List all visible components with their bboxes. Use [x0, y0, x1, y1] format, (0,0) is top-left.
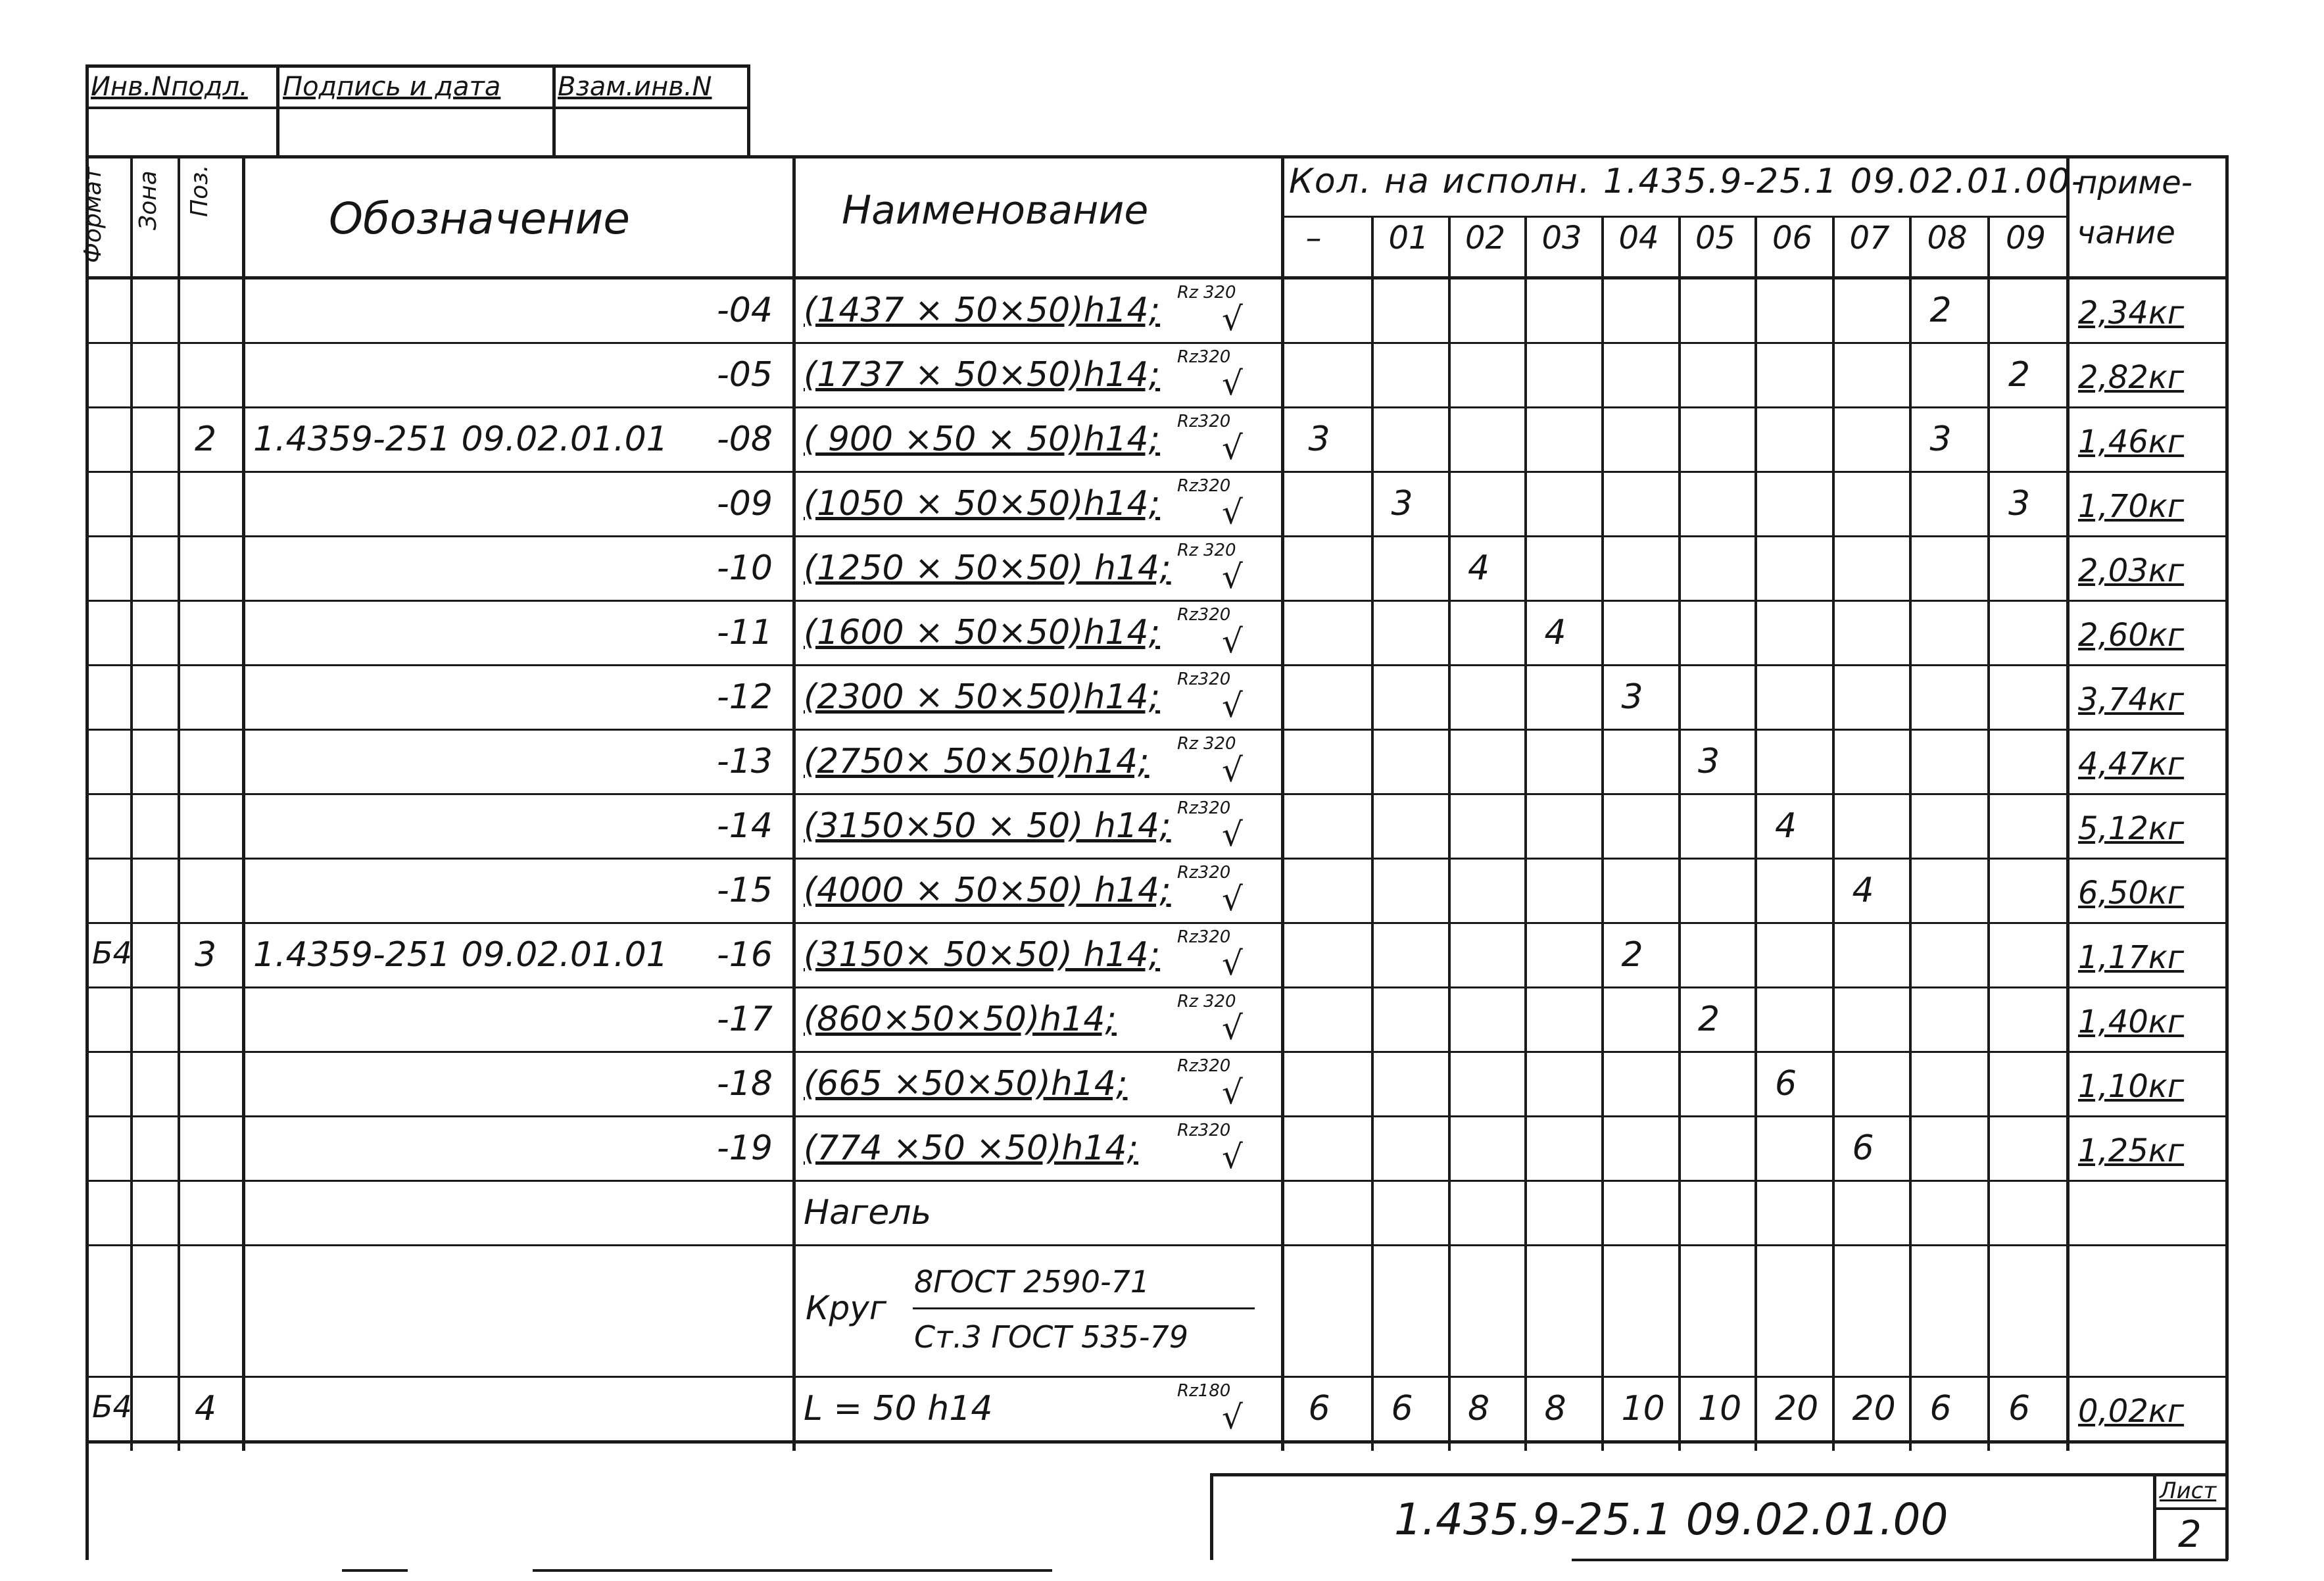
row-separator	[85, 1051, 2228, 1053]
roughness-label: Rz320	[1177, 412, 1231, 431]
qty-cell: 3	[2008, 484, 2031, 523]
row-name: (1437 × 50×50)h14;	[804, 291, 1161, 330]
qty-cell: 4	[1544, 613, 1566, 652]
row-suffix: -14	[717, 806, 773, 846]
row-note: 1,46кг	[2078, 424, 2185, 460]
row-suffix: -10	[717, 548, 773, 588]
qty-column-line	[1678, 217, 1681, 1451]
row-suffix: -11	[717, 613, 773, 652]
row-name: (1050 × 50×50)h14;	[804, 484, 1161, 523]
row-designation: 1.4359-251 09.02.01.01	[253, 935, 668, 975]
row-suffix: -16	[717, 935, 773, 975]
row-note: 1,70кг	[2078, 488, 2185, 525]
variant-header: 01	[1388, 220, 1429, 256]
qty-cell: 3	[1391, 484, 1413, 523]
row-separator	[85, 1376, 2228, 1378]
variant-header: 07	[1849, 220, 1890, 256]
header-designation: Обозначение	[329, 193, 630, 244]
row-fraction-top: 8ГОСТ 2590-71	[914, 1264, 1150, 1300]
row-name: (1600 × 50×50)h14;	[804, 613, 1161, 652]
stamp-replaced-label: Взам.инв.N	[558, 72, 712, 102]
qty-cell: 3	[1308, 420, 1330, 459]
variant-header: 08	[1927, 220, 1968, 256]
qty-column-line	[1448, 217, 1451, 1451]
row-suffix: -05	[717, 355, 773, 395]
roughness-label: Rz 320	[1177, 541, 1236, 560]
roughness-check-icon: √	[1222, 558, 1243, 596]
row-note: 6,50кг	[2078, 875, 2185, 912]
row-name: (3150×50 × 50) h14;	[804, 806, 1171, 846]
row-suffix: -04	[717, 291, 773, 330]
row-suffix: -17	[717, 1000, 773, 1039]
roughness-label: Rz 320	[1177, 283, 1236, 303]
row-suffix: -19	[717, 1129, 773, 1168]
roughness-check-icon: √	[1222, 300, 1243, 338]
qty-cell: 6	[1775, 1064, 1797, 1104]
roughness-label: Rz320	[1177, 1056, 1231, 1076]
roughness-label: Rz320	[1177, 863, 1231, 883]
qty-cell: 6	[1391, 1389, 1413, 1428]
qty-cell: 6	[1929, 1389, 1952, 1428]
row-note: 2,03кг	[2078, 552, 2185, 589]
roughness-check-icon: √	[1222, 1073, 1243, 1111]
row-separator	[85, 535, 2228, 537]
bottom-line-left	[342, 1569, 408, 1572]
roughness-label: Rz320	[1177, 476, 1231, 496]
row-note: 2,60кг	[2078, 617, 2185, 654]
row-note: 3,74кг	[2078, 681, 2185, 718]
qty-cell: 6	[2008, 1389, 2031, 1428]
qty-cell: 2	[2008, 355, 2031, 395]
row-separator	[85, 406, 2228, 408]
row-suffix: -13	[717, 742, 773, 781]
row-note: 1,25кг	[2078, 1132, 2185, 1169]
qty-cell: 3	[1698, 742, 1720, 781]
variant-header: 06	[1772, 220, 1813, 256]
row-note: 1,40кг	[2078, 1004, 2185, 1040]
roughness-check-icon: √	[1222, 944, 1243, 983]
stamp-inventory-label: Инв.Nподл.	[91, 72, 248, 102]
row-note: 5,12кг	[2078, 810, 2185, 847]
variant-header: 03	[1541, 220, 1582, 256]
qty-cell: 10	[1698, 1389, 1742, 1428]
roughness-label: Rz 320	[1177, 734, 1236, 754]
header-name: Наименование	[842, 187, 1149, 233]
row-separator	[85, 600, 2228, 602]
qty-cell: 2	[1621, 935, 1643, 975]
row-separator	[85, 793, 2228, 795]
row-separator	[85, 1180, 2228, 1182]
qty-cell: 20	[1775, 1389, 1819, 1428]
sheet-label: Лист	[2160, 1478, 2217, 1504]
qty-cell: 10	[1621, 1389, 1665, 1428]
qty-column-line	[1601, 217, 1604, 1451]
row-separator	[85, 1244, 2228, 1246]
roughness-label: Rz320	[1177, 347, 1231, 367]
qty-column-line	[1832, 217, 1835, 1451]
roughness-label: Rz320	[1177, 1121, 1231, 1140]
row-note: 1,10кг	[2078, 1068, 2185, 1105]
row-position: 3	[195, 935, 217, 975]
variant-header: 02	[1465, 220, 1506, 256]
row-separator	[85, 1115, 2228, 1117]
row-note: 2,82кг	[2078, 359, 2185, 396]
qty-cell: 8	[1544, 1389, 1566, 1428]
header-qty-title: Кол. на исполн. 1.435.9-25.1 09.02.01.00-	[1289, 162, 2085, 201]
roughness-check-icon: √	[1222, 1138, 1243, 1176]
row-suffix: -15	[717, 871, 773, 910]
row-format: Б4	[92, 935, 132, 971]
row-separator	[85, 858, 2228, 860]
row-name: (4000 × 50×50) h14;	[804, 871, 1171, 910]
row-fraction-bottom: Ст.3 ГОСТ 535-79	[914, 1319, 1189, 1355]
row-separator	[85, 664, 2228, 666]
roughness-check-icon: √	[1222, 364, 1243, 402]
row-note: 0,02кг	[2078, 1393, 2185, 1430]
row-name: (3150× 50×50) h14;	[804, 935, 1161, 975]
roughness-label: Rz320	[1177, 798, 1231, 818]
row-name: ( 900 ×50 × 50)h14;	[804, 420, 1161, 459]
qty-cell: 2	[1698, 1000, 1720, 1039]
row-name: (2750× 50×50)h14;	[804, 742, 1150, 781]
roughness-label: Rz 320	[1177, 992, 1236, 1011]
qty-column-line	[1755, 217, 1757, 1451]
row-name: (665 ×50×50)h14;	[804, 1064, 1128, 1104]
roughness-check-icon: √	[1222, 1009, 1243, 1047]
header-format: Формат	[80, 166, 107, 263]
qty-cell: 2	[1929, 291, 1952, 330]
qty-column-line	[1371, 217, 1374, 1451]
row-suffix: -18	[717, 1064, 773, 1104]
qty-cell: 3	[1621, 677, 1643, 717]
row-note: 2,34кг	[2078, 295, 2185, 331]
qty-cell: 20	[1852, 1389, 1896, 1428]
roughness-check-icon: √	[1222, 622, 1243, 660]
header-position: Поз.	[186, 164, 213, 217]
roughness-label: Rz320	[1177, 927, 1231, 947]
roughness-check-icon: √	[1222, 687, 1243, 725]
qty-column-line	[1987, 217, 1990, 1451]
variant-header: 09	[2006, 220, 2046, 256]
document-code: 1.435.9-25.1 09.02.01.00	[1394, 1494, 1949, 1545]
row-name: Круг	[806, 1289, 887, 1327]
row-name: (860×50×50)h14;	[804, 1000, 1117, 1039]
roughness-label: Rz180	[1177, 1381, 1231, 1401]
stamp-signature-label: Подпись и дата	[283, 72, 501, 102]
variant-header: 04	[1618, 220, 1659, 256]
variant-header: –	[1305, 220, 1322, 256]
row-separator	[85, 986, 2228, 988]
row-position: 2	[195, 420, 217, 459]
roughness-check-icon: √	[1222, 880, 1243, 918]
row-name: (2300 × 50×50)h14;	[804, 677, 1161, 717]
row-separator	[85, 471, 2228, 473]
qty-cell: 6	[1852, 1129, 1874, 1168]
row-format: Б4	[92, 1389, 132, 1424]
row-note: 1,17кг	[2078, 939, 2185, 976]
row-suffix: -12	[717, 677, 773, 717]
roughness-check-icon: √	[1222, 1398, 1243, 1436]
row-position: 4	[195, 1389, 217, 1428]
qty-cell: 4	[1468, 548, 1490, 588]
sheet-number: 2	[2178, 1513, 2202, 1556]
row-name: (1250 × 50×50) h14;	[804, 548, 1171, 588]
qty-cell: 8	[1468, 1389, 1490, 1428]
roughness-check-icon: √	[1222, 493, 1243, 531]
row-name: (774 ×50 ×50)h14;	[804, 1129, 1139, 1168]
row-name: Нагель	[804, 1193, 932, 1232]
header-zone: Зона	[135, 170, 162, 230]
qty-cell: 4	[1852, 871, 1874, 910]
row-separator	[85, 922, 2228, 924]
qty-cell: 4	[1775, 806, 1797, 846]
row-suffix: -08	[717, 420, 773, 459]
header-note-line2: чание	[2077, 214, 2175, 251]
roughness-check-icon: √	[1222, 815, 1243, 854]
qty-column-line	[1524, 217, 1527, 1451]
fraction-bar	[913, 1307, 1255, 1309]
qty-column-line	[1909, 217, 1912, 1451]
roughness-check-icon: √	[1222, 429, 1243, 467]
row-separator	[85, 342, 2228, 344]
row-separator	[85, 729, 2228, 731]
qty-cell: 6	[1308, 1389, 1330, 1428]
roughness-label: Rz320	[1177, 605, 1231, 625]
variant-header: 05	[1695, 220, 1736, 256]
header-note-line1: приме-	[2077, 164, 2193, 201]
bottom-line-mid	[533, 1569, 1052, 1572]
roughness-label: Rz320	[1177, 669, 1231, 689]
row-name: (1737 × 50×50)h14;	[804, 355, 1161, 395]
roughness-check-icon: √	[1222, 751, 1243, 789]
row-suffix: -09	[717, 484, 773, 523]
row-name: L = 50 h14	[804, 1389, 993, 1428]
qty-cell: 3	[1929, 420, 1952, 459]
row-note: 4,47кг	[2078, 746, 2185, 783]
row-separator	[85, 1440, 2228, 1444]
row-designation: 1.4359-251 09.02.01.01	[253, 420, 668, 459]
